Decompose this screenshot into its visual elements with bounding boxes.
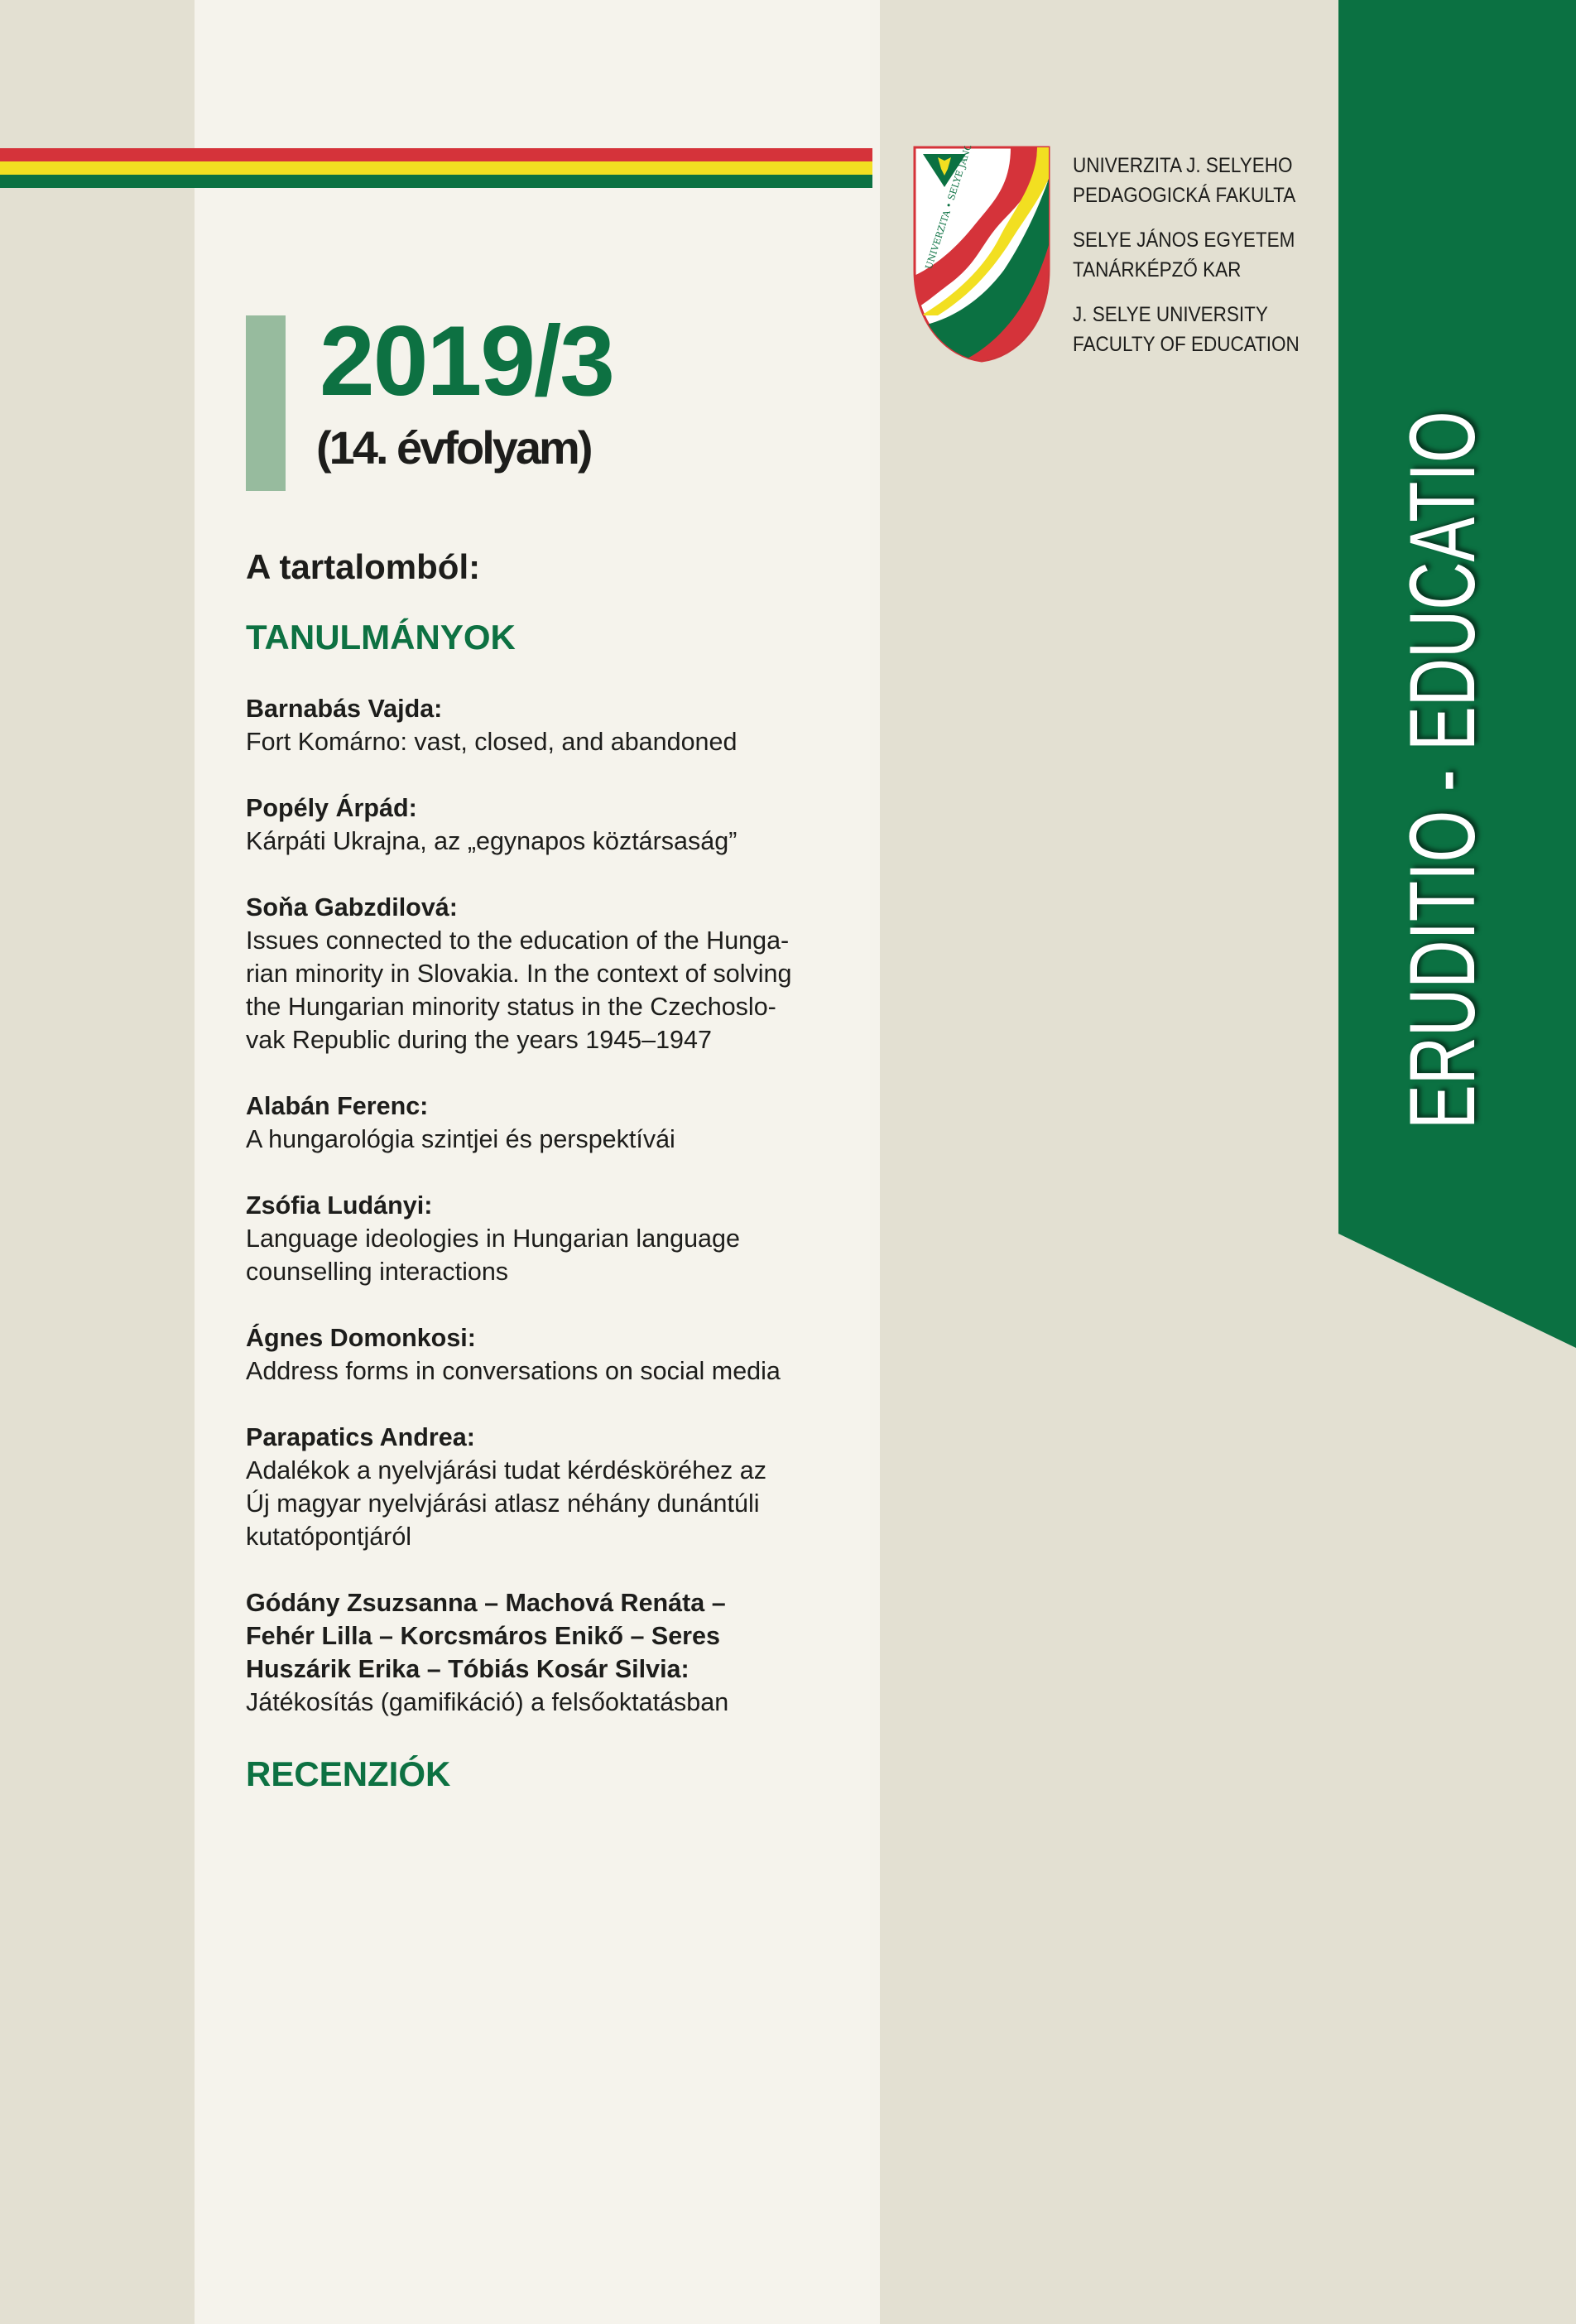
toc-entry (246, 1421, 825, 1553)
university-crest-icon (913, 146, 1050, 363)
toc-entry (246, 1189, 825, 1288)
tricolor-stripes (0, 148, 872, 188)
entry-author: Alabán Ferenc: (246, 1092, 429, 1120)
entry-title: Fort Komárno: vast, closed, and abandoned (246, 728, 738, 756)
entry-title: A hungarológia szintjei és perspektívái (246, 1125, 675, 1153)
toc-entry (246, 1321, 825, 1388)
entry-author: Popély Árpád: (246, 794, 417, 822)
stripe-yellow (0, 161, 872, 175)
section-studies-heading: TANULMÁNYOK (246, 618, 516, 657)
university-names (1073, 151, 1321, 374)
entry-title: Issues connected to the education of the Hunga- rian minority in Slovakia. In the context of solving the Hungarian minority status in the Czechoslo- vak Republic during the years 1945–1947 (246, 926, 792, 1054)
toc-heading: A tartalomból: (246, 547, 481, 586)
university-line: UNIVERZITA J. SELYEHO (1073, 154, 1293, 177)
faculty-line: FACULTY OF EDUCATION (1073, 333, 1300, 356)
issue-number: 2019/3 (320, 306, 614, 416)
journal-title: ERUDITIO - EDUCATIO (1391, 411, 1494, 1129)
toc-entry (246, 692, 825, 758)
entry-author: Parapatics Andrea: (246, 1423, 475, 1451)
entry-author: Soňa Gabzdilová: (246, 893, 458, 921)
university-name-sk (1073, 151, 1321, 210)
university-name-hu (1073, 225, 1321, 285)
faculty-line: PEDAGOGICKÁ FAKULTA (1073, 184, 1296, 207)
toc-entry (246, 1586, 825, 1719)
stripe-red (0, 148, 872, 161)
university-name-en (1073, 300, 1321, 359)
entry-title: Address forms in conversations on social media (246, 1357, 781, 1385)
entry-title: Adalékok a nyelvjárási tudat kérdésköréhez az Új magyar nyelvjárási atlasz néhány dunántúli kutatópontjáról (246, 1456, 766, 1551)
entry-author: Zsófia Ludányi: (246, 1191, 433, 1220)
entry-author: Ágnes Domonkosi: (246, 1324, 476, 1352)
faculty-line: TANÁRKÉPZŐ KAR (1073, 258, 1242, 281)
section-reviews-heading: RECENZIÓK (246, 1754, 451, 1793)
stripe-green (0, 175, 872, 188)
university-line: SELYE JÁNOS EGYETEM (1073, 229, 1295, 252)
toc-entry (246, 792, 825, 858)
issue-accent-bar (246, 315, 286, 491)
university-line: J. SELYE UNIVERSITY (1073, 303, 1268, 326)
entry-author: Gódány Zsuzsanna – Machová Renáta – Fehér Lilla – Korcsmáros Enikő – Seres Huszárik Erika – Tóbiás Kosár Silvia: (246, 1589, 726, 1683)
toc-entry (246, 891, 825, 1056)
entry-title: Kárpáti Ukrajna, az „egynapos köztársaság” (246, 827, 738, 855)
entry-author: Barnabás Vajda: (246, 695, 443, 723)
toc-entry (246, 1090, 825, 1156)
entry-title: Language ideologies in Hungarian language counselling interactions (246, 1225, 740, 1286)
toc-entries (246, 692, 825, 1752)
issue-volume: (14. évfolyam) (316, 421, 591, 474)
entry-title: Játékosítás (gamifikáció) a felsőoktatásban (246, 1688, 729, 1716)
